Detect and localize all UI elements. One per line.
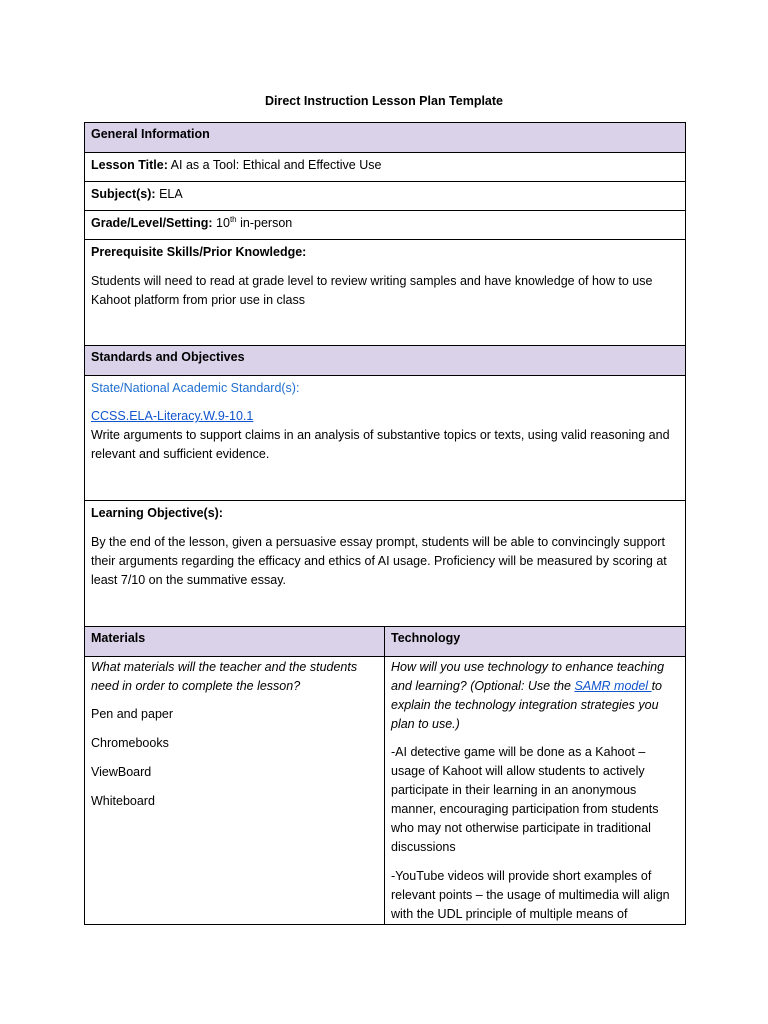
lesson-title-label: Lesson Title: (91, 158, 168, 172)
objective-text: By the end of the lesson, given a persuasive essay prompt, students will be able to convincingly support their arguments regarding the efficacy and ethics of AI usage. Proficiency will be measured by scoring at least 7/10 on the summative essay. (91, 535, 667, 587)
subject-cell (85, 182, 686, 211)
technology-header-text: Technology (391, 631, 461, 645)
standards-header-row (85, 346, 686, 376)
grade-number: 10 (216, 216, 230, 230)
samr-model-link[interactable]: SAMR model (574, 679, 652, 693)
materials-item: Chromebooks (91, 736, 169, 750)
technology-paragraph: -YouTube videos will provide short examples of relevant points – the usage of multimedia will align with the UDL principle of multiple means of (391, 869, 670, 921)
materials-technology-header-row (85, 627, 686, 657)
materials-item: Pen and paper (91, 707, 174, 721)
grade-setting: in-person (240, 216, 293, 230)
general-info-header-row (85, 123, 686, 153)
technology-paragraph: -AI detective game will be done as a Kahoot – usage of Kahoot will allow students to actively participate in their learning in an anonymous manner, encouraging participation from students who may not otherwise participate in traditional discussions (391, 745, 659, 854)
subject-value: ELA (159, 187, 183, 201)
standards-header (85, 346, 686, 376)
standard-link[interactable]: CCSS.ELA-Literacy.W.9-10.1 (91, 409, 254, 423)
grade-superscript: th (229, 214, 237, 224)
document-title: Direct Instruction Lesson Plan Template (264, 94, 503, 108)
technology-prompt-before: How will you use technology to enhance teaching and learning? (Optional: Use the (391, 660, 665, 693)
standard-label: State/National Academic Standard(s): (91, 381, 300, 395)
lesson-title-row (85, 153, 686, 182)
technology-cell (385, 657, 686, 925)
technology-prompt-after: to explain the technology integration strategies you plan to use.) (391, 679, 662, 731)
general-info-header-text: General Information (91, 127, 210, 141)
grade-cell (85, 211, 686, 240)
lesson-title-cell (85, 153, 686, 182)
prereq-row (85, 240, 686, 346)
grade-row (85, 211, 686, 240)
objectives-row (85, 501, 686, 627)
standard-text: Write arguments to support claims in an analysis of substantive topics or texts, using valid reasoning and relevant and sufficient evidence. (91, 428, 670, 461)
subject-label: Subject(s): (91, 187, 156, 201)
lesson-title-value: AI as a Tool: Ethical and Effective Use (170, 158, 382, 172)
prereq-cell (85, 240, 686, 346)
materials-technology-row (85, 657, 686, 925)
standards-cell (85, 376, 686, 501)
subject-row (85, 182, 686, 211)
general-info-header (85, 123, 686, 153)
materials-cell (85, 657, 385, 925)
materials-item: ViewBoard (91, 765, 152, 779)
objectives-cell (85, 501, 686, 627)
materials-prompt: What materials will the teacher and the students need in order to complete the lesson? (91, 660, 358, 693)
lesson-plan-table (84, 122, 686, 925)
technology-header (385, 627, 686, 657)
prereq-text: Students will need to read at grade level to review writing samples and have knowledge of how to use Kahoot platform from prior use in class (91, 274, 653, 307)
materials-header-text: Materials (91, 631, 146, 645)
standards-row (85, 376, 686, 501)
materials-item: Whiteboard (91, 794, 155, 808)
grade-label: Grade/Level/Setting: (91, 216, 213, 230)
prereq-label: Prerequisite Skills/Prior Knowledge: (91, 245, 307, 259)
standards-header-text: Standards and Objectives (91, 350, 245, 364)
materials-header (85, 627, 385, 657)
objective-label: Learning Objective(s): (91, 506, 223, 520)
technology-prompt (391, 657, 679, 734)
